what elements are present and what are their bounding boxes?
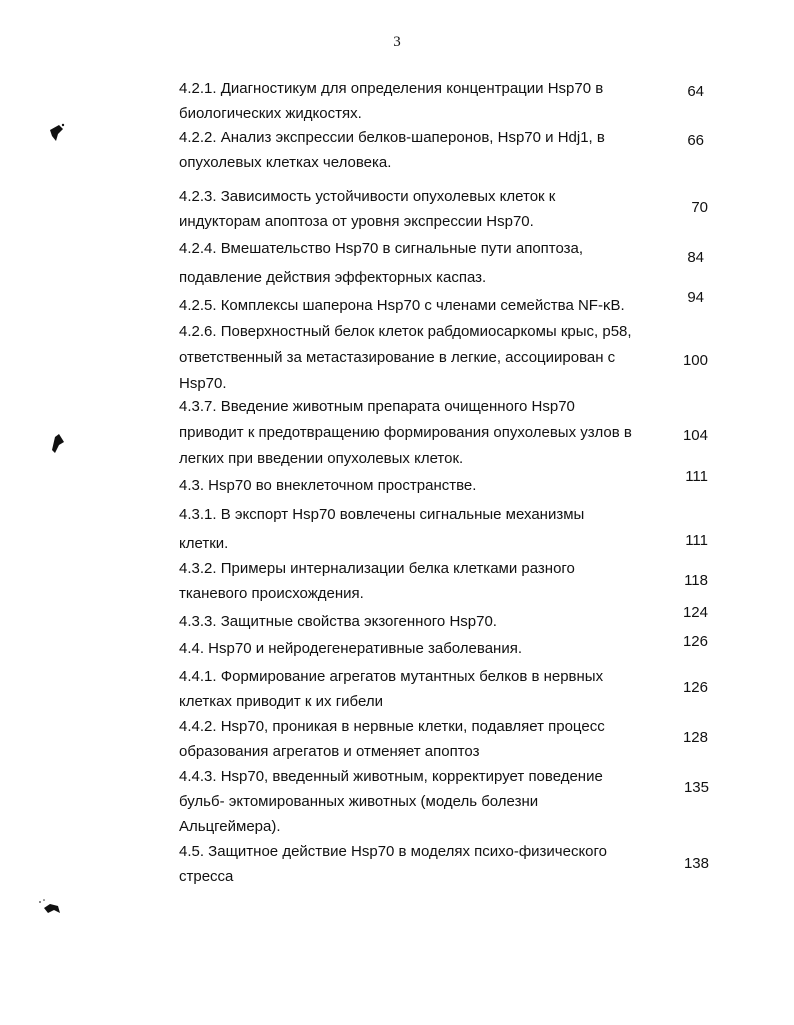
toc-entry-text: 4.3. Hsp70 во внеклеточном пространстве. — [179, 477, 477, 494]
toc-entry-text: 4.4.1. Формирование агрегатов мутантных белков в нервных — [179, 668, 604, 685]
toc-entry-page: 111 — [685, 468, 708, 485]
toc-entry-text: 4.3.3. Защитные свойства экзогенного Hsp70. — [179, 613, 497, 630]
toc-entry-text: 4.4. Hsp70 и нейродегенеративные заболевания. — [179, 640, 522, 657]
toc-entry-text: 4.2.2. Анализ экспрессии белков-шаперонов, Hsp70 и Hdj1, в — [179, 129, 605, 146]
toc-entry-page: 64 — [687, 83, 704, 100]
toc-entry-text: 4.2.5. Комплексы шаперона Hsp70 с членами семейства NF-κB. — [179, 297, 625, 314]
toc-entry-text: 4.2.6. Поверхностный белок клеток рабдомиосаркомы крыс, p58, — [179, 323, 632, 340]
toc-entry-page: 70 — [691, 199, 708, 216]
toc-entry-text: 4.5. Защитное действие Hsp70 в моделях психо-физического — [179, 843, 608, 860]
toc-entry-text: бульб- эктомированных животных (модель болезни — [179, 793, 539, 810]
toc-entry-text: 4.2.3. Зависимость устойчивости опухолевых клеток к — [179, 188, 556, 205]
toc-entry-text: 4.4.3. Hsp70, введенный животным, корректирует поведение — [179, 768, 603, 785]
toc-entry-page: 128 — [682, 729, 708, 746]
toc-entry-page: 118 — [684, 572, 708, 589]
toc-entry-page: 104 — [682, 427, 708, 444]
toc-entry-text: 4.4.2. Hsp70, проникая в нервные клетки, подавляет процесс — [179, 718, 605, 735]
toc-entry-text: 4.2.4. Вмешательство Hsp70 в сигнальные пути апоптоза, — [179, 240, 584, 257]
toc-entry-page: 66 — [687, 132, 704, 149]
toc-entry-page: 138 — [683, 855, 709, 872]
toc-entry-text: 4.2.1. Диагностикум для определения концентрации Hsp70 в — [179, 80, 604, 97]
scan-mark-3 — [36, 896, 64, 916]
toc-entry-text: подавление действия эффекторных каспаз. — [179, 269, 487, 286]
toc-entry-text: образования агрегатов и отменяет апоптоз — [179, 743, 480, 760]
toc-entry-page: 126 — [682, 633, 708, 650]
toc-entry-text: легких при введении опухолевых клеток. — [179, 450, 464, 467]
toc-entry-text: приводит к предотвращению формирования опухолевых узлов в — [179, 424, 632, 441]
toc-entry-page: 111 — [685, 532, 708, 549]
toc-entry-text: 4.3.2. Примеры интернализации белка клетками разного — [179, 560, 575, 577]
toc-entry-text: стресса — [179, 868, 234, 885]
toc-entry-page: 126 — [682, 679, 708, 696]
toc-entry-text: клетках приводит к их гибели — [179, 693, 383, 710]
toc-entry-page: 100 — [682, 352, 708, 369]
page-number: 3 — [393, 34, 401, 50]
toc-entry-page: 94 — [687, 289, 704, 306]
toc-entry-text: Альцгеймера). — [179, 818, 281, 835]
toc-entry-text: индукторам апоптоза от уровня экспрессии Hsp70. — [179, 213, 534, 230]
toc-entry-text: опухолевых клетках человека. — [179, 154, 392, 171]
toc-entry-page: 135 — [683, 779, 709, 796]
toc-entry-text: Hsp70. — [179, 375, 227, 392]
scan-mark-1 — [46, 122, 68, 144]
toc-entry-text: клетки. — [179, 535, 229, 552]
toc-entry-page: 84 — [687, 249, 704, 266]
toc-entry-text: ответственный за метастазирование в легкие, ассоциирован с — [179, 349, 616, 366]
toc-entry-text: 4.3.1. В экспорт Hsp70 вовлечены сигнальные механизмы — [179, 506, 585, 523]
toc-entry-text: тканевого происхождения. — [179, 585, 364, 602]
toc-entry-text: 4.3.7. Введение животным препарата очищенного Hsp70 — [179, 398, 575, 415]
toc-entry-text: биологических жидкостях. — [179, 105, 362, 122]
toc-entry-page: 124 — [682, 604, 708, 621]
scan-mark-2 — [49, 433, 69, 455]
